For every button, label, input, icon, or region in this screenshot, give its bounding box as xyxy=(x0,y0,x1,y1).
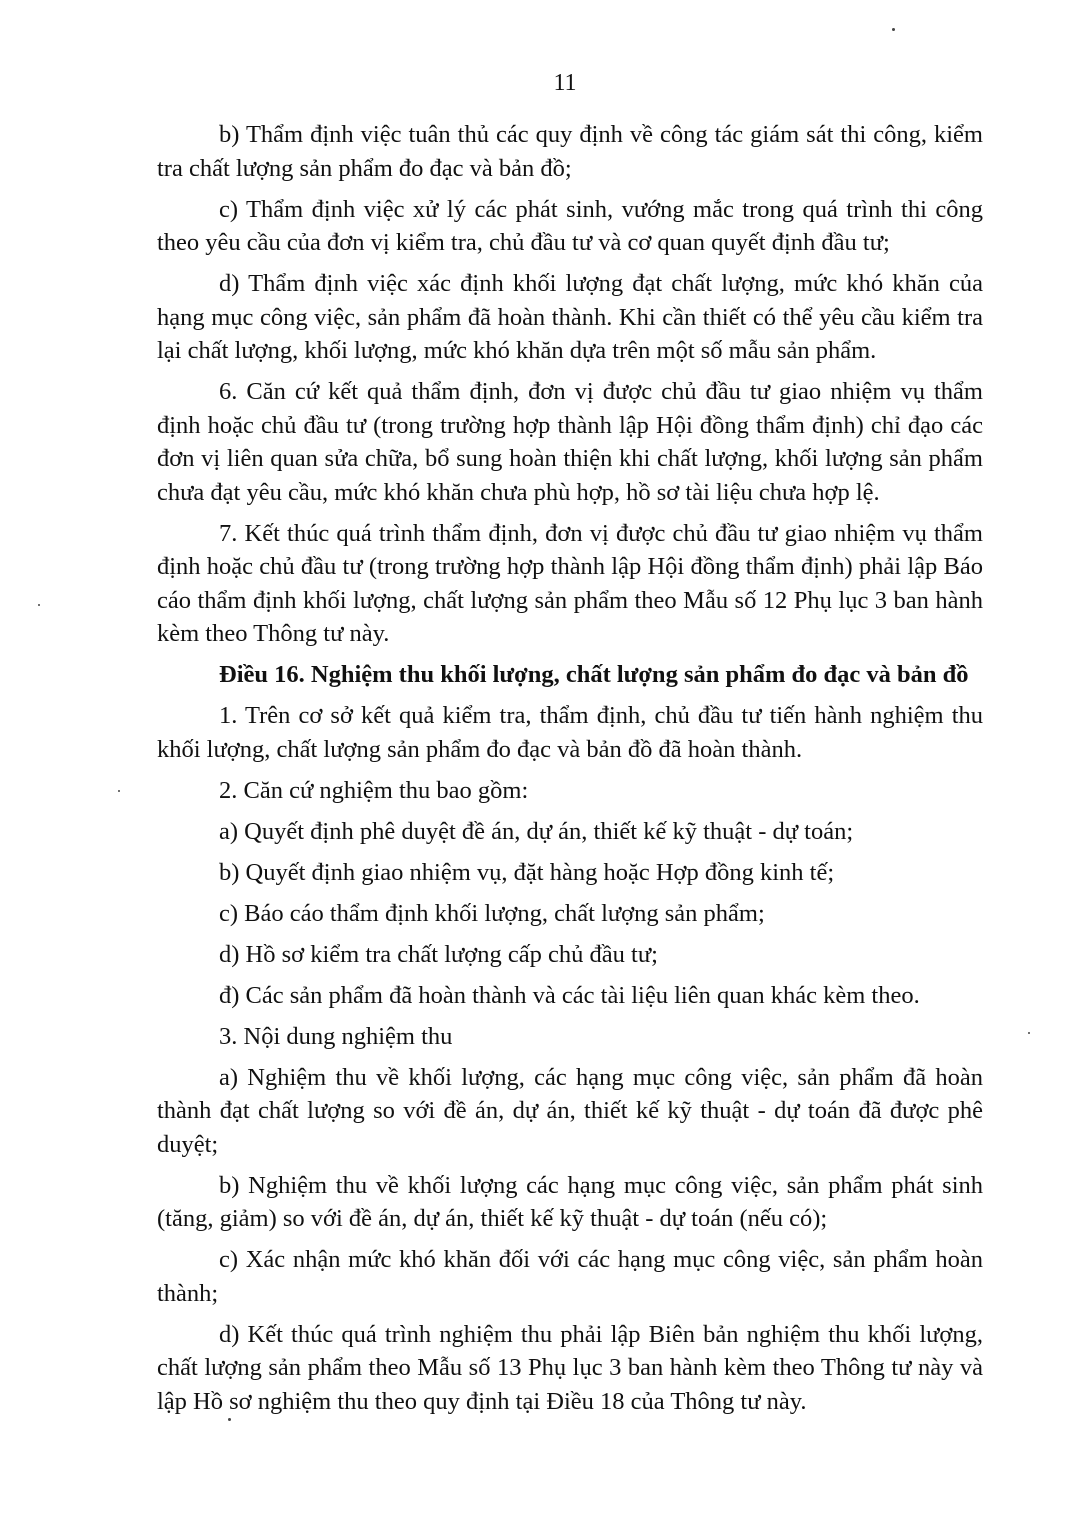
paragraph-16-3c: c) Xác nhận mức khó khăn đối với các hạng mục công việc, sản phẩm hoàn thành; xyxy=(157,1246,983,1307)
scan-speck xyxy=(38,604,40,606)
paragraph-7: 7. Kết thúc quá trình thẩm định, đơn vị được chủ đầu tư giao nhiệm vụ thẩm định hoặc chủ đầu tư (trong trường hợp thành lập Hội đồng thẩm định) phải lập Báo cáo thẩm định khối lượng, chất lượng sản phẩm theo Mẫu số 12 Phụ lục 3 ban hành kèm theo Thông tư này. xyxy=(157,519,983,647)
paragraph-16-1: 1. Trên cơ sở kết quả kiểm tra, thẩm định, chủ đầu tư tiến hành nghiệm thu khối lượng, chất lượng sản phẩm đo đạc và bản đồ đã hoàn thành. xyxy=(157,702,983,763)
page-number: 11 xyxy=(553,70,577,96)
paragraph-3c: c) Thẩm định việc xử lý các phát sinh, vướng mắc trong quá trình thi công theo yêu cầu của đơn vị kiểm tra, chủ đầu tư và cơ quan quyết định đầu tư; xyxy=(157,195,983,256)
scan-speck xyxy=(118,790,120,792)
scan-speck xyxy=(228,1418,231,1421)
paragraph-6: 6. Căn cứ kết quả thẩm định, đơn vị được chủ đầu tư giao nhiệm vụ thẩm định hoặc chủ đầu tư (trong trường hợp thành lập Hội đồng thẩm định) chỉ đạo các đơn vị liên quan sửa chữa, bổ sung hoàn thiện khi chất lượng, khối lượng sản phẩm chưa đạt yêu cầu, mức khó khăn chưa phù hợp, hồ sơ tài liệu chưa hợp lệ. xyxy=(157,378,983,506)
document-body xyxy=(157,118,983,1426)
paragraph-16-2b: b) Quyết định giao nhiệm vụ, đặt hàng hoặc Hợp đồng kinh tế; xyxy=(219,858,835,886)
paragraph-16-3a: a) Nghiệm thu về khối lượng, các hạng mục công việc, sản phẩm đã hoàn thành đạt chất lượng so với đề án, dự án, thiết kế kỹ thuật - dự toán đã được phê duyệt; xyxy=(157,1063,983,1158)
paragraph-16-3b: b) Nghiệm thu về khối lượng các hạng mục công việc, sản phẩm phát sinh (tăng, giảm) so với đề án, dự án, thiết kế kỹ thuật - dự toán (nếu có); xyxy=(157,1171,983,1232)
paragraph-16-2dd: đ) Các sản phẩm đã hoàn thành và các tài liệu liên quan khác kèm theo. xyxy=(219,981,920,1009)
paragraph-16-2: 2. Căn cứ nghiệm thu bao gồm: xyxy=(219,776,529,804)
paragraph-16-3d: d) Kết thúc quá trình nghiệm thu phải lập Biên bản nghiệm thu khối lượng, chất lượng sản phẩm theo Mẫu số 13 Phụ lục 3 ban hành kèm theo Thông tư này và lập Hồ sơ nghiệm thu theo quy định tại Điều 18 của Thông tư này. xyxy=(157,1320,983,1415)
paragraph-3b: b) Thẩm định việc tuân thủ các quy định về công tác giám sát thi công, kiểm tra chất lượng sản phẩm đo đạc và bản đồ; xyxy=(157,121,983,182)
scan-speck xyxy=(1028,1032,1030,1034)
scan-speck xyxy=(892,28,895,31)
paragraph-16-2a: a) Quyết định phê duyệt đề án, dự án, thiết kế kỹ thuật - dự toán; xyxy=(219,817,854,845)
paragraph-3d: d) Thẩm định việc xác định khối lượng đạt chất lượng, mức khó khăn của hạng mục công việc, sản phẩm đã hoàn thành. Khi cần thiết có thể yêu cầu kiểm tra lại chất lượng, khối lượng, mức khó khăn dựa trên một số mẫu sản phẩm. xyxy=(157,270,983,364)
paragraph-16-2d: d) Hồ sơ kiểm tra chất lượng cấp chủ đầu tư; xyxy=(219,940,658,968)
article-16-heading: Điều 16. Nghiệm thu khối lượng, chất lượng sản phẩm đo đạc và bản đồ xyxy=(219,661,969,688)
paragraph-16-2c: c) Báo cáo thẩm định khối lượng, chất lượng sản phẩm; xyxy=(219,899,765,927)
paragraph-16-3: 3. Nội dung nghiệm thu xyxy=(219,1022,453,1050)
